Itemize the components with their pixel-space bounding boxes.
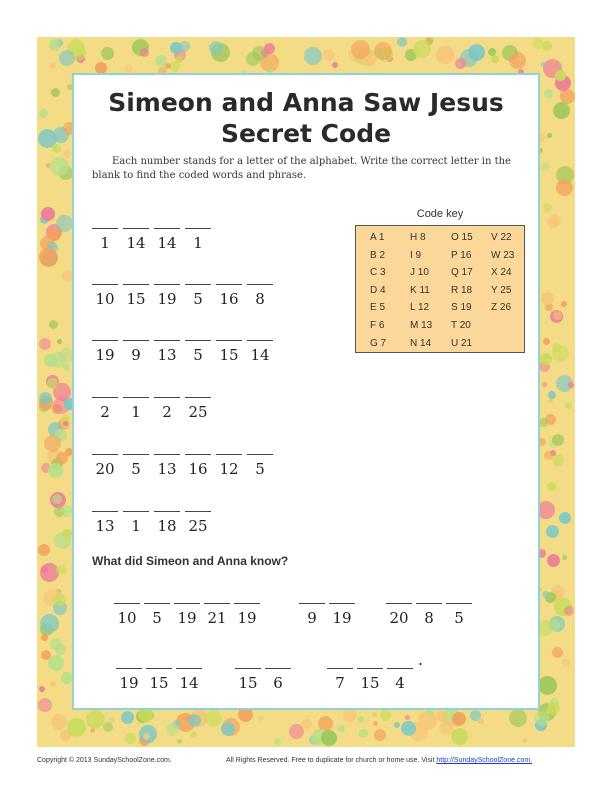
- phrase-period: .: [418, 650, 424, 669]
- code-number: 14: [157, 234, 177, 252]
- decorative-dot: [556, 179, 573, 196]
- decorative-dot: [177, 739, 182, 744]
- code-number: 5: [255, 460, 265, 478]
- decorative-dot: [552, 454, 564, 466]
- letter-blank[interactable]: [216, 454, 242, 455]
- decorative-dot: [338, 725, 345, 732]
- code-number: 16: [188, 460, 208, 478]
- letter-blank[interactable]: [114, 603, 140, 604]
- code-number: 19: [157, 290, 177, 308]
- code-number: 12: [219, 460, 239, 478]
- decorative-dot: [541, 62, 546, 67]
- letter-blank[interactable]: [154, 454, 180, 455]
- code-number: 9: [307, 609, 317, 627]
- code-key-entry: G 7: [370, 337, 387, 349]
- code-key-box: [355, 225, 525, 353]
- code-number: 15: [360, 674, 380, 692]
- decorative-dot: [532, 38, 543, 49]
- decorative-dot: [190, 731, 197, 738]
- code-number: 6: [273, 674, 283, 692]
- decorative-dot: [546, 525, 559, 538]
- decorative-dot: [552, 345, 569, 362]
- letter-blank[interactable]: [386, 603, 412, 604]
- decorative-dot: [397, 37, 407, 47]
- code-key-entry: F 6: [370, 319, 385, 331]
- decorative-dot: [478, 718, 484, 724]
- letter-blank[interactable]: [185, 228, 211, 229]
- decorative-dot: [374, 729, 386, 741]
- letter-blank[interactable]: [299, 603, 325, 604]
- decorative-dot: [562, 555, 567, 560]
- decorative-dot: [436, 46, 454, 64]
- decorative-dot: [50, 157, 69, 176]
- decorative-dot: [39, 338, 51, 350]
- decorative-dot: [109, 717, 115, 723]
- decorative-dot: [373, 721, 378, 726]
- decorative-dot: [538, 676, 557, 695]
- code-number: 19: [237, 609, 257, 627]
- letter-blank[interactable]: [123, 228, 149, 229]
- code-key-entry: Z 26: [491, 302, 512, 314]
- letter-blank[interactable]: [247, 284, 273, 285]
- code-key-entry: C 3: [370, 267, 386, 279]
- letter-blank[interactable]: [247, 454, 273, 455]
- letter-blank[interactable]: [92, 340, 118, 341]
- letter-blank[interactable]: [174, 603, 200, 604]
- letter-blank[interactable]: [235, 668, 261, 669]
- code-key-entry: E 5: [370, 302, 386, 314]
- decorative-dot: [302, 719, 312, 729]
- decorative-dot: [561, 301, 567, 307]
- letter-blank[interactable]: [416, 603, 442, 604]
- letter-blank[interactable]: [176, 668, 202, 669]
- code-key-column: [370, 229, 386, 352]
- decorative-dot: [547, 217, 559, 229]
- code-number: 1: [193, 234, 203, 252]
- code-number: 25: [188, 403, 208, 421]
- code-key-entry: T 20: [451, 319, 471, 331]
- decorative-dot: [101, 47, 114, 60]
- code-key-entry: I 9: [410, 249, 422, 261]
- code-number: 9: [131, 346, 141, 364]
- decorative-dot: [541, 292, 554, 305]
- code-key-entry: O 15: [451, 232, 473, 243]
- letter-blank[interactable]: [123, 284, 149, 285]
- decorative-dot: [125, 733, 136, 744]
- code-number: 25: [188, 517, 208, 535]
- code-key-entry: N 14: [410, 337, 432, 349]
- letter-blank[interactable]: [357, 668, 383, 669]
- code-number: 14: [250, 346, 270, 364]
- decorative-dot: [51, 714, 67, 730]
- code-key-entry: D 4: [370, 284, 386, 296]
- decorative-dot: [568, 382, 574, 388]
- decorative-dot: [394, 722, 400, 728]
- code-number: 15: [126, 290, 146, 308]
- letter-blank[interactable]: [329, 603, 355, 604]
- code-key-column: [451, 229, 473, 352]
- decorative-dot: [179, 41, 190, 52]
- code-number: 13: [95, 517, 115, 535]
- decorative-dot: [452, 712, 466, 726]
- letter-blank[interactable]: [92, 397, 118, 398]
- decorative-dot: [455, 58, 466, 69]
- decorative-dot: [124, 64, 133, 73]
- decorative-dot: [565, 402, 572, 409]
- decorative-dot: [41, 207, 55, 221]
- code-key-entry: U 21: [451, 337, 473, 349]
- decorative-dot: [246, 52, 260, 66]
- letter-blank[interactable]: [185, 397, 211, 398]
- letter-blank[interactable]: [146, 668, 172, 669]
- decorative-dot: [552, 647, 563, 658]
- decorative-dot: [63, 421, 68, 426]
- decorative-dot: [491, 55, 499, 63]
- decorative-dot: [63, 150, 71, 158]
- letter-blank[interactable]: [204, 603, 230, 604]
- letter-blank[interactable]: [116, 668, 142, 669]
- letter-blank[interactable]: [234, 603, 260, 604]
- decorative-dot: [544, 89, 553, 98]
- decorative-dot: [359, 729, 368, 738]
- code-number: 15: [238, 674, 258, 692]
- code-key-column: [491, 229, 514, 317]
- code-number: 5: [454, 609, 464, 627]
- decorative-dot: [468, 44, 485, 61]
- code-number: 13: [157, 346, 177, 364]
- instructions: Each number stands for a letter of the alphabet. Write the correct letter in the blank to find the coded words and phrase.: [92, 156, 511, 181]
- code-key-entry: A 1: [370, 232, 385, 243]
- decorative-dot: [539, 418, 548, 427]
- decorative-dot: [543, 338, 550, 345]
- code-key-entry: B 2: [370, 249, 386, 261]
- decorative-dot: [304, 47, 322, 65]
- decorative-dot: [143, 733, 150, 740]
- decorative-dot: [140, 48, 149, 57]
- decorative-dot: [67, 718, 86, 737]
- code-key-entry: Q 17: [451, 267, 473, 279]
- letter-blank[interactable]: [216, 284, 242, 285]
- code-key-column: [410, 229, 432, 352]
- decorative-dot: [543, 203, 552, 212]
- decorative-dot: [357, 716, 364, 723]
- letter-blank[interactable]: [123, 511, 149, 512]
- decorative-dot: [59, 50, 75, 66]
- footer-rights-text: All Rights Reserved. Free to duplicate for church or home use. Visit: [226, 757, 435, 764]
- code-key-entry: L 12: [410, 302, 430, 314]
- decorative-dot: [39, 248, 58, 267]
- code-key-entry: W 23: [491, 249, 515, 261]
- decorative-dot: [56, 452, 68, 464]
- decorative-dot: [372, 712, 377, 717]
- letter-blank[interactable]: [92, 454, 118, 455]
- code-key-entry: S 19: [451, 302, 472, 314]
- code-number: 19: [332, 609, 352, 627]
- code-number: 16: [219, 290, 239, 308]
- decorative-dot: [321, 730, 337, 746]
- letter-blank[interactable]: [446, 603, 472, 604]
- code-number: 14: [179, 674, 199, 692]
- code-number: 4: [395, 674, 405, 692]
- decorative-dot: [542, 591, 549, 598]
- decorative-dot: [221, 722, 235, 736]
- code-number: 15: [149, 674, 169, 692]
- decorative-dot: [51, 88, 60, 97]
- decorative-dot: [562, 659, 570, 667]
- letter-blank[interactable]: [123, 340, 149, 341]
- decorative-dot: [560, 89, 575, 104]
- decorative-dot: [541, 162, 550, 171]
- letter-blank[interactable]: [327, 668, 353, 669]
- code-number: 8: [255, 290, 265, 308]
- code-number: 10: [95, 290, 115, 308]
- decorative-dot: [522, 738, 527, 743]
- code-key-entry: R 18: [451, 284, 473, 296]
- code-number: 1: [131, 517, 141, 535]
- code-number: 2: [162, 403, 172, 421]
- page-title: Simeon and Anna Saw Jesus: [108, 88, 504, 117]
- code-number: 5: [152, 609, 162, 627]
- letter-blank[interactable]: [92, 511, 118, 512]
- decorative-dot: [38, 544, 50, 556]
- footer-rights: [226, 757, 532, 764]
- question: What did Simeon and Anna know?: [92, 554, 289, 568]
- decorative-dot: [540, 353, 552, 365]
- code-key-entry: K 11: [410, 284, 430, 296]
- decorative-dot: [343, 708, 357, 722]
- code-number: 2: [100, 403, 110, 421]
- letter-blank[interactable]: [144, 603, 170, 604]
- decorative-dot: [165, 63, 171, 69]
- code-number: 19: [119, 674, 139, 692]
- decorative-dot: [547, 554, 560, 567]
- decorative-dot: [50, 681, 56, 687]
- decorative-dot: [547, 133, 552, 138]
- decorative-dot: [188, 714, 201, 727]
- decorative-dot: [205, 710, 222, 727]
- code-number: 19: [95, 346, 115, 364]
- decorative-dot: [41, 634, 48, 641]
- code-number: 1: [131, 403, 141, 421]
- letter-blank[interactable]: [265, 668, 291, 669]
- decorative-dot: [47, 378, 58, 389]
- decorative-dot: [323, 49, 335, 61]
- decorative-dot: [374, 42, 392, 60]
- decorative-dot: [103, 722, 113, 732]
- decorative-dot: [39, 392, 52, 405]
- code-number: 5: [131, 460, 141, 478]
- decorative-dot: [49, 62, 56, 69]
- letter-blank[interactable]: [154, 340, 180, 341]
- code-key-entry: P 16: [451, 249, 472, 261]
- code-number: 5: [193, 290, 203, 308]
- decorative-dot: [542, 382, 547, 387]
- code-number: 21: [207, 609, 227, 627]
- code-key-entry: H 8: [410, 232, 426, 243]
- code-key-entry: J 10: [410, 267, 429, 279]
- footer-link[interactable]: http://SundaySchoolZone.com.: [436, 757, 533, 764]
- code-key-entry: V 22: [491, 232, 512, 243]
- decorative-dot: [274, 738, 281, 745]
- code-number: 14: [126, 234, 146, 252]
- footer-copyright: Copyright © 2013 SundaySchoolZone.com.: [37, 757, 172, 764]
- code-number: 20: [95, 460, 115, 478]
- page-subtitle: Secret Code: [220, 119, 392, 148]
- code-number: 10: [117, 609, 137, 627]
- letter-blank[interactable]: [185, 284, 211, 285]
- decorative-dot: [553, 102, 570, 119]
- decorative-dot: [52, 144, 61, 153]
- letter-blank[interactable]: [154, 397, 180, 398]
- code-number: 13: [157, 460, 177, 478]
- decorative-dot: [39, 109, 48, 118]
- decorative-dot: [564, 606, 574, 616]
- decorative-dot: [413, 40, 431, 58]
- letter-blank[interactable]: [154, 511, 180, 512]
- letter-blank[interactable]: [387, 668, 413, 669]
- letter-blank[interactable]: [185, 340, 211, 341]
- decorative-dot: [166, 723, 179, 736]
- decorative-dot: [57, 339, 62, 344]
- code-number: 18: [157, 517, 177, 535]
- decorative-dot: [332, 62, 338, 68]
- code-number: 5: [193, 346, 203, 364]
- decorative-dot: [405, 715, 410, 720]
- code-number: 15: [219, 346, 239, 364]
- letter-blank[interactable]: [154, 284, 180, 285]
- decorative-dot: [56, 215, 73, 232]
- decorative-dot: [40, 614, 59, 633]
- decorative-dot: [39, 686, 45, 692]
- decorative-dot: [436, 711, 447, 722]
- letter-blank[interactable]: [154, 228, 180, 229]
- code-number: 8: [424, 609, 434, 627]
- decorative-dot: [56, 565, 66, 575]
- decorative-dot: [552, 434, 564, 446]
- code-number: 1: [100, 234, 110, 252]
- code-key-entry: Y 25: [491, 284, 512, 296]
- letter-blank[interactable]: [185, 511, 211, 512]
- decorative-dot: [49, 320, 58, 329]
- decorative-dot: [38, 698, 52, 712]
- letter-blank[interactable]: [247, 340, 273, 341]
- decorative-dot: [547, 702, 560, 715]
- letter-blank[interactable]: [92, 228, 118, 229]
- decorative-dot: [555, 70, 566, 81]
- decorative-dot: [548, 391, 556, 399]
- decorative-dot: [509, 52, 526, 69]
- letter-blank[interactable]: [123, 454, 149, 455]
- decorative-dot: [209, 41, 223, 55]
- code-key-entry: M 13: [410, 319, 433, 331]
- decorative-dot: [48, 463, 63, 478]
- code-number: 20: [389, 609, 409, 627]
- code-number: 19: [177, 609, 197, 627]
- decorative-dot: [534, 711, 549, 726]
- decorative-dot: [509, 709, 527, 727]
- letter-blank[interactable]: [123, 397, 149, 398]
- decorative-dot: [49, 39, 61, 51]
- decorative-dot: [559, 512, 571, 524]
- code-key-title: Code key: [416, 208, 464, 220]
- letter-blank[interactable]: [185, 454, 211, 455]
- code-number: 7: [335, 674, 345, 692]
- decorative-dot: [547, 482, 556, 491]
- decorative-dot: [542, 41, 552, 51]
- decorative-dot: [380, 710, 391, 721]
- decorative-dot: [121, 711, 134, 724]
- code-key-entry: X 24: [491, 267, 512, 279]
- letter-blank[interactable]: [92, 284, 118, 285]
- decorative-dot: [258, 716, 263, 721]
- letter-blank[interactable]: [216, 340, 242, 341]
